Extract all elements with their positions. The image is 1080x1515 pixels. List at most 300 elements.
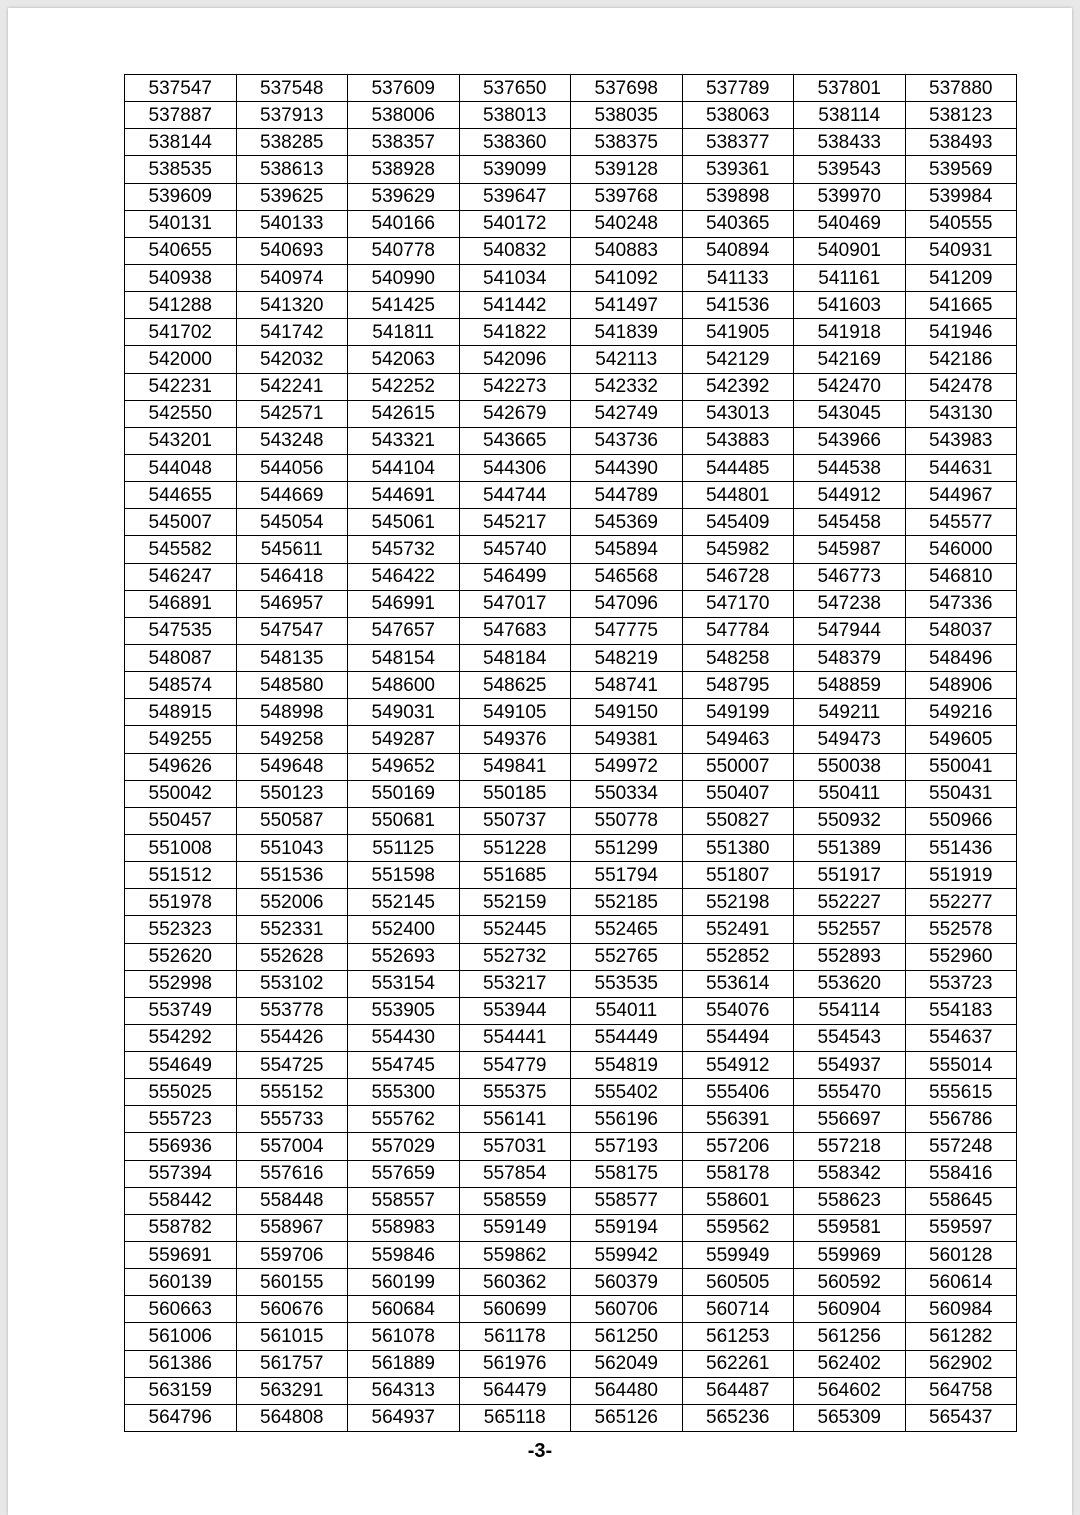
- table-cell: 553749: [125, 997, 237, 1024]
- table-row: [125, 156, 1017, 183]
- table-cell: 540901: [794, 237, 906, 264]
- table-row: [125, 509, 1017, 536]
- table-cell: 560199: [348, 1269, 460, 1296]
- table-cell: 549463: [682, 726, 794, 753]
- table-cell: 550041: [905, 753, 1017, 780]
- table-cell: 548219: [571, 644, 683, 671]
- table-cell: 561253: [682, 1323, 794, 1350]
- table-cell: 541918: [794, 319, 906, 346]
- table-cell: 544744: [459, 482, 571, 509]
- table-cell: 545007: [125, 509, 237, 536]
- table-cell: 538006: [348, 102, 460, 129]
- table-cell: 558601: [682, 1187, 794, 1214]
- table-cell: 541742: [236, 319, 348, 346]
- table-cell: 558448: [236, 1187, 348, 1214]
- table-cell: 542478: [905, 373, 1017, 400]
- table-cell: 541320: [236, 292, 348, 319]
- table-cell: 545458: [794, 509, 906, 536]
- table-cell: 549841: [459, 753, 571, 780]
- table-row: [125, 237, 1017, 264]
- table-cell: 548625: [459, 672, 571, 699]
- table-row: [125, 1160, 1017, 1187]
- table-cell: 551919: [905, 862, 1017, 889]
- table-cell: 542169: [794, 346, 906, 373]
- table-cell: 547238: [794, 590, 906, 617]
- table-cell: 548154: [348, 644, 460, 671]
- table-cell: 561006: [125, 1323, 237, 1350]
- table-cell: 539970: [794, 183, 906, 210]
- table-cell: 560684: [348, 1296, 460, 1323]
- table-cell: 552445: [459, 916, 571, 943]
- table-cell: 552852: [682, 943, 794, 970]
- table-row: [125, 346, 1017, 373]
- table-cell: 544056: [236, 454, 348, 481]
- table-row: [125, 726, 1017, 753]
- table-row: [125, 1106, 1017, 1133]
- table-row: [125, 1350, 1017, 1377]
- table-cell: 538114: [794, 102, 906, 129]
- table-cell: 540655: [125, 237, 237, 264]
- table-cell: 562261: [682, 1350, 794, 1377]
- table-cell: 540248: [571, 210, 683, 237]
- table-cell: 559194: [571, 1214, 683, 1241]
- table-cell: 553944: [459, 997, 571, 1024]
- table-cell: 554011: [571, 997, 683, 1024]
- table-row: [125, 997, 1017, 1024]
- table-cell: 544631: [905, 454, 1017, 481]
- table-cell: 554779: [459, 1052, 571, 1079]
- table-cell: 555014: [905, 1052, 1017, 1079]
- table-cell: 560139: [125, 1269, 237, 1296]
- table-cell: 539629: [348, 183, 460, 210]
- table-cell: 551794: [571, 862, 683, 889]
- table-cell: 546000: [905, 536, 1017, 563]
- number-table-body: [125, 75, 1017, 1432]
- table-cell: 554449: [571, 1024, 683, 1051]
- table-cell: 542571: [236, 400, 348, 427]
- table-cell: 537547: [125, 75, 237, 102]
- table-cell: 539898: [682, 183, 794, 210]
- table-cell: 546891: [125, 590, 237, 617]
- table-cell: 556141: [459, 1106, 571, 1133]
- table-cell: 547657: [348, 617, 460, 644]
- table-cell: 538123: [905, 102, 1017, 129]
- table-cell: 551917: [794, 862, 906, 889]
- table-cell: 547017: [459, 590, 571, 617]
- table-cell: 564937: [348, 1404, 460, 1431]
- table-cell: 539099: [459, 156, 571, 183]
- table-cell: 553614: [682, 970, 794, 997]
- table-cell: 544691: [348, 482, 460, 509]
- table-cell: 555762: [348, 1106, 460, 1133]
- table-cell: 557616: [236, 1160, 348, 1187]
- table-row: [125, 943, 1017, 970]
- table-cell: 550587: [236, 807, 348, 834]
- table-cell: 551978: [125, 889, 237, 916]
- table-cell: 560379: [571, 1269, 683, 1296]
- table-cell: 547683: [459, 617, 571, 644]
- table-cell: 546422: [348, 563, 460, 590]
- table-cell: 552620: [125, 943, 237, 970]
- table-cell: 544801: [682, 482, 794, 509]
- table-cell: 545061: [348, 509, 460, 536]
- table-cell: 541811: [348, 319, 460, 346]
- table-cell: 555025: [125, 1079, 237, 1106]
- table-row: [125, 1404, 1017, 1431]
- table-row: [125, 1214, 1017, 1241]
- table-cell: 543045: [794, 400, 906, 427]
- table-cell: 539609: [125, 183, 237, 210]
- table-cell: 545894: [571, 536, 683, 563]
- table-cell: 540365: [682, 210, 794, 237]
- table-cell: 561889: [348, 1350, 460, 1377]
- table-cell: 554819: [571, 1052, 683, 1079]
- table-row: [125, 400, 1017, 427]
- table-cell: 550123: [236, 780, 348, 807]
- table-cell: 554114: [794, 997, 906, 1024]
- table-row: [125, 1024, 1017, 1051]
- table-cell: 557029: [348, 1133, 460, 1160]
- table-cell: 557031: [459, 1133, 571, 1160]
- table-cell: 537913: [236, 102, 348, 129]
- table-cell: 541425: [348, 292, 460, 319]
- table-cell: 541536: [682, 292, 794, 319]
- table-cell: 550932: [794, 807, 906, 834]
- table-cell: 557004: [236, 1133, 348, 1160]
- table-cell: 559691: [125, 1242, 237, 1269]
- table-cell: 543201: [125, 427, 237, 454]
- table-cell: 552331: [236, 916, 348, 943]
- table-cell: 558559: [459, 1187, 571, 1214]
- table-cell: 548037: [905, 617, 1017, 644]
- table-cell: 544912: [794, 482, 906, 509]
- table-cell: 541603: [794, 292, 906, 319]
- table-row: [125, 862, 1017, 889]
- table-cell: 556786: [905, 1106, 1017, 1133]
- table-cell: 542186: [905, 346, 1017, 373]
- table-cell: 561250: [571, 1323, 683, 1350]
- table-cell: 545582: [125, 536, 237, 563]
- table-cell: 565118: [459, 1404, 571, 1431]
- table-cell: 540172: [459, 210, 571, 237]
- table-cell: 551228: [459, 834, 571, 861]
- table-row: [125, 753, 1017, 780]
- table-cell: 549381: [571, 726, 683, 753]
- table-cell: 538493: [905, 129, 1017, 156]
- table-cell: 542252: [348, 373, 460, 400]
- table-cell: 542273: [459, 373, 571, 400]
- table-cell: 552198: [682, 889, 794, 916]
- table-cell: 546957: [236, 590, 348, 617]
- table-cell: 543665: [459, 427, 571, 454]
- table-cell: 558416: [905, 1160, 1017, 1187]
- table-cell: 541442: [459, 292, 571, 319]
- table-cell: 541161: [794, 264, 906, 291]
- table-cell: 545740: [459, 536, 571, 563]
- table-cell: 558442: [125, 1187, 237, 1214]
- table-cell: 549105: [459, 699, 571, 726]
- table-cell: 544048: [125, 454, 237, 481]
- table-cell: 548496: [905, 644, 1017, 671]
- table-cell: 541702: [125, 319, 237, 346]
- table-cell: 552400: [348, 916, 460, 943]
- table-row: [125, 970, 1017, 997]
- table-cell: 546247: [125, 563, 237, 590]
- table-cell: 544538: [794, 454, 906, 481]
- table-cell: 545611: [236, 536, 348, 563]
- table-cell: 537880: [905, 75, 1017, 102]
- table-cell: 565437: [905, 1404, 1017, 1431]
- table-cell: 538063: [682, 102, 794, 129]
- table-cell: 560128: [905, 1242, 1017, 1269]
- table-cell: 550681: [348, 807, 460, 834]
- table-cell: 560904: [794, 1296, 906, 1323]
- table-cell: 548135: [236, 644, 348, 671]
- table-cell: 559862: [459, 1242, 571, 1269]
- table-cell: 545732: [348, 536, 460, 563]
- table-cell: 552765: [571, 943, 683, 970]
- table-row: [125, 482, 1017, 509]
- table-cell: 554494: [682, 1024, 794, 1051]
- table-cell: 552145: [348, 889, 460, 916]
- table-cell: 539768: [571, 183, 683, 210]
- table-row: [125, 183, 1017, 210]
- table-cell: 551008: [125, 834, 237, 861]
- table-cell: 538360: [459, 129, 571, 156]
- table-cell: 550411: [794, 780, 906, 807]
- table-row: [125, 699, 1017, 726]
- table-cell: 561256: [794, 1323, 906, 1350]
- table-cell: 550827: [682, 807, 794, 834]
- table-cell: 541133: [682, 264, 794, 291]
- table-cell: 551685: [459, 862, 571, 889]
- table-cell: 539543: [794, 156, 906, 183]
- table-cell: 554937: [794, 1052, 906, 1079]
- table-cell: 555375: [459, 1079, 571, 1106]
- table-cell: 541839: [571, 319, 683, 346]
- table-cell: 542000: [125, 346, 237, 373]
- table-cell: 558645: [905, 1187, 1017, 1214]
- table-cell: 546499: [459, 563, 571, 590]
- table-cell: 544390: [571, 454, 683, 481]
- table-cell: 549605: [905, 726, 1017, 753]
- table-cell: 554426: [236, 1024, 348, 1051]
- table-cell: 562402: [794, 1350, 906, 1377]
- table-cell: 558623: [794, 1187, 906, 1214]
- table-cell: 553535: [571, 970, 683, 997]
- table-cell: 547547: [236, 617, 348, 644]
- table-cell: 562902: [905, 1350, 1017, 1377]
- table-cell: 546810: [905, 563, 1017, 590]
- table-cell: 555300: [348, 1079, 460, 1106]
- table-cell: 556697: [794, 1106, 906, 1133]
- table-row: [125, 129, 1017, 156]
- table-cell: 544306: [459, 454, 571, 481]
- table-cell: 538433: [794, 129, 906, 156]
- table-cell: 542241: [236, 373, 348, 400]
- table-row: [125, 590, 1017, 617]
- table-cell: 554292: [125, 1024, 237, 1051]
- table-cell: 550334: [571, 780, 683, 807]
- table-cell: 560155: [236, 1269, 348, 1296]
- table-cell: 542550: [125, 400, 237, 427]
- table-cell: 552628: [236, 943, 348, 970]
- table-cell: 542113: [571, 346, 683, 373]
- table-cell: 549255: [125, 726, 237, 753]
- table-cell: 540990: [348, 264, 460, 291]
- table-cell: 553778: [236, 997, 348, 1024]
- table-cell: 552732: [459, 943, 571, 970]
- table-cell: 554543: [794, 1024, 906, 1051]
- table-cell: 540166: [348, 210, 460, 237]
- table-row: [125, 807, 1017, 834]
- table-cell: 555733: [236, 1106, 348, 1133]
- table-cell: 540883: [571, 237, 683, 264]
- table-cell: 538613: [236, 156, 348, 183]
- table-cell: 555406: [682, 1079, 794, 1106]
- table-cell: 549199: [682, 699, 794, 726]
- table-row: [125, 536, 1017, 563]
- table-cell: 537789: [682, 75, 794, 102]
- table-cell: 544967: [905, 482, 1017, 509]
- table-cell: 551043: [236, 834, 348, 861]
- table-cell: 560614: [905, 1269, 1017, 1296]
- table-cell: 557206: [682, 1133, 794, 1160]
- table-cell: 562049: [571, 1350, 683, 1377]
- table-cell: 550007: [682, 753, 794, 780]
- table-cell: 537887: [125, 102, 237, 129]
- table-cell: 554183: [905, 997, 1017, 1024]
- table-cell: 548600: [348, 672, 460, 699]
- table-cell: 550042: [125, 780, 237, 807]
- table-cell: 541665: [905, 292, 1017, 319]
- table-cell: 555470: [794, 1079, 906, 1106]
- table-cell: 548087: [125, 644, 237, 671]
- table-cell: 560706: [571, 1296, 683, 1323]
- table-cell: 538928: [348, 156, 460, 183]
- table-row: [125, 1377, 1017, 1404]
- table-cell: 552578: [905, 916, 1017, 943]
- table-cell: 540931: [905, 237, 1017, 264]
- table-row: [125, 834, 1017, 861]
- table-cell: 558983: [348, 1214, 460, 1241]
- table-cell: 561078: [348, 1323, 460, 1350]
- table-cell: 541946: [905, 319, 1017, 346]
- table-cell: 543248: [236, 427, 348, 454]
- table-row: [125, 1079, 1017, 1106]
- table-cell: 544655: [125, 482, 237, 509]
- table-cell: 560676: [236, 1296, 348, 1323]
- table-cell: 543983: [905, 427, 1017, 454]
- table-row: [125, 1133, 1017, 1160]
- table-cell: 558577: [571, 1187, 683, 1214]
- table-cell: 556196: [571, 1106, 683, 1133]
- table-cell: 552893: [794, 943, 906, 970]
- table-cell: 543321: [348, 427, 460, 454]
- table-cell: 538035: [571, 102, 683, 129]
- table-cell: 553154: [348, 970, 460, 997]
- table-cell: 558342: [794, 1160, 906, 1187]
- table-cell: 539128: [571, 156, 683, 183]
- table-cell: 538375: [571, 129, 683, 156]
- table-cell: 540778: [348, 237, 460, 264]
- table-cell: 560699: [459, 1296, 571, 1323]
- table-cell: 558175: [571, 1160, 683, 1187]
- table-cell: 539625: [236, 183, 348, 210]
- table-cell: 543130: [905, 400, 1017, 427]
- table-cell: 550431: [905, 780, 1017, 807]
- table-cell: 548998: [236, 699, 348, 726]
- table-row: [125, 427, 1017, 454]
- table-cell: 554441: [459, 1024, 571, 1051]
- table-cell: 543883: [682, 427, 794, 454]
- table-cell: 557248: [905, 1133, 1017, 1160]
- table-cell: 548795: [682, 672, 794, 699]
- table-cell: 547170: [682, 590, 794, 617]
- table-cell: 548258: [682, 644, 794, 671]
- table-cell: 546418: [236, 563, 348, 590]
- table-cell: 541092: [571, 264, 683, 291]
- table-cell: 538377: [682, 129, 794, 156]
- table-cell: 554430: [348, 1024, 460, 1051]
- table-cell: 544485: [682, 454, 794, 481]
- table-cell: 554637: [905, 1024, 1017, 1051]
- table-cell: 540555: [905, 210, 1017, 237]
- table-cell: 557659: [348, 1160, 460, 1187]
- table-cell: 555615: [905, 1079, 1017, 1106]
- table-cell: 543736: [571, 427, 683, 454]
- table-cell: 547535: [125, 617, 237, 644]
- table-cell: 559581: [794, 1214, 906, 1241]
- table-cell: 538013: [459, 102, 571, 129]
- table-cell: 543966: [794, 427, 906, 454]
- table-cell: 549258: [236, 726, 348, 753]
- table-cell: 541822: [459, 319, 571, 346]
- table-cell: 537650: [459, 75, 571, 102]
- table-cell: 561757: [236, 1350, 348, 1377]
- table-cell: 559149: [459, 1214, 571, 1241]
- table-cell: 560663: [125, 1296, 237, 1323]
- table-cell: 561386: [125, 1350, 237, 1377]
- table-cell: 557394: [125, 1160, 237, 1187]
- table-cell: 544789: [571, 482, 683, 509]
- table-cell: 542096: [459, 346, 571, 373]
- table-cell: 550457: [125, 807, 237, 834]
- table-cell: 565236: [682, 1404, 794, 1431]
- table-cell: 554649: [125, 1052, 237, 1079]
- table-cell: 551436: [905, 834, 1017, 861]
- table-cell: 550407: [682, 780, 794, 807]
- table-cell: 564758: [905, 1377, 1017, 1404]
- table-cell: 549972: [571, 753, 683, 780]
- table-cell: 554745: [348, 1052, 460, 1079]
- table-cell: 552185: [571, 889, 683, 916]
- table-cell: 540131: [125, 210, 237, 237]
- table-row: [125, 1242, 1017, 1269]
- table-cell: 558178: [682, 1160, 794, 1187]
- table-cell: 549150: [571, 699, 683, 726]
- table-cell: 549216: [905, 699, 1017, 726]
- table-cell: 561976: [459, 1350, 571, 1377]
- table-cell: 542032: [236, 346, 348, 373]
- table-row: [125, 292, 1017, 319]
- table-row: [125, 264, 1017, 291]
- table-row: [125, 1296, 1017, 1323]
- table-cell: 560592: [794, 1269, 906, 1296]
- table-cell: 537801: [794, 75, 906, 102]
- table-cell: 549287: [348, 726, 460, 753]
- table-cell: 539569: [905, 156, 1017, 183]
